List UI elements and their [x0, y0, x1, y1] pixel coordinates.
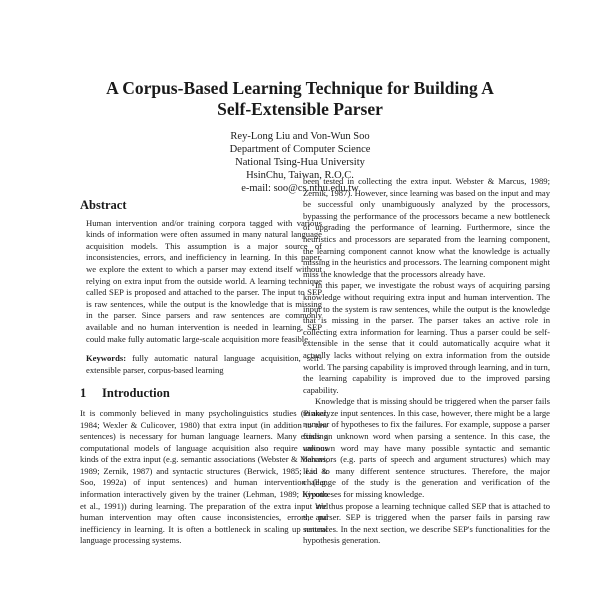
- right-paragraph-3: Knowledge that is missing should be triggered when the parser fails to analyze input sentences. In this case, however, there might be a large number of hypotheses to fix the failures. For example, suppose a parser finds an unknown word when parsing a sentence. In this case, the unknown word may have many possible syntactic and semantic behaviors (e.g. parts of speech and argument structures) which may lead to many different sentence structures. Therefore, the major challenge of the study is the generation and verification of the hypotheses for missing knowledge.: [303, 396, 550, 500]
- introduction-paragraph-1: It is commonly believed in many psycholinguistics studies (Pinker, 1984; Wexler & Culicover, 1980) that extra input (in addition to raw sentences) is necessary for human language learners. Many existing computational models of language acquisition also require various kinds of the extra input (e.g. semantic associations (Webster & Marcus, 1989; Zernik, 1987) and syntactic structures (Berwick, 1985; Liu & Soo, 1992a) of input sentences) and human intervention (e.g. information interactively given by the trainer (Lehman, 1989; Kiyono et al., 1991)) during learning. The preparation of the extra input and human intervention may often cause inconsistencies, errors, and inefficiency in learning. It is often a bottleneck in scaling up natural language processing systems.: [80, 407, 328, 546]
- affiliation-address: HsinChu, Taiwan, R.O.C.: [246, 170, 354, 181]
- author-names: Rey-Long Liu and Von-Wun Soo: [230, 131, 370, 142]
- right-paragraph-2: In this paper, we investigate the robust ways of acquiring parsing knowledge without requiring extra input and human intervention. The input to the system is raw sentences, while the output is the knowledge that is missing in the parser. The parser takes an active role in collecting extra information for learning. Thus a parser could be self-extensible in the sense that it could automatically acquire what it actually lacks without relying on extra information from the outside world. The parsing capability is improved through learning, and in turn, the learning capability is improved due to the improved parsing capability.: [303, 280, 550, 395]
- author-email: e-mail: soo@cs.nthu.edu.tw: [241, 183, 359, 194]
- keywords-label: Keywords:: [86, 353, 127, 364]
- affiliation-university: National Tsing-Hua University: [235, 157, 365, 168]
- paper-title: [40, 78, 560, 120]
- right-paragraph-4: We thus propose a learning technique called SEP that is attached to the parser. SEP is triggered when the parser fails in parsing raw sentences. In the next section, we describe SEP's functionalities for the hypothesis generation.: [303, 500, 550, 546]
- section-number: 1: [80, 386, 87, 401]
- abstract-heading: Abstract: [80, 198, 127, 212]
- section-title: Introduction: [102, 386, 170, 401]
- title-line-1: A Corpus-Based Learning Technique for Building A: [106, 78, 494, 98]
- title-line-2: Self-Extensible Parser: [217, 99, 383, 119]
- left-column: [80, 200, 328, 547]
- right-column: [303, 176, 550, 547]
- section-heading-introduction: [80, 388, 328, 400]
- abstract-text: Human intervention and/or training corpora tagged with various kinds of information were often assumed in many natural language acquisition models. This assumption is a major source of inconsistencies, errors, and inefficiency in learning. In this paper, we explore the extent to which a parser may extend itself without relying on extra input from the outside world. A learning technique called SEP is proposed and attached to the parser. The input to SEP is raw sentences, while the output is the knowledge that is missing in the parser. Since parsers and raw sentences are commonly available and no human intervention is needed in learning, SEP could make fully automatic large-scale acquisition more feasible.: [86, 217, 322, 344]
- right-paragraph-1: been tested in collecting the extra input. Webster & Marcus, 1989; Zernik, 1987). However, since learning was based on the input and may be successful only unambiguously analyzed by the processors, bypassing the performance of the processors became a new bottleneck of upgrading the performance of learning. Furthermore, since the heuristics and processors are separated from the learning component, the learning component cannot know what the knowledge is actually missing in the heuristics and processors. The learning component might miss the knowledge that the processors already have.: [303, 176, 550, 279]
- keywords-text: fully automatic natural language acquisition, self-extensible parser, corpus-based learning: [86, 353, 322, 375]
- affiliation-department: Department of Computer Science: [229, 144, 371, 155]
- keywords: [80, 353, 328, 376]
